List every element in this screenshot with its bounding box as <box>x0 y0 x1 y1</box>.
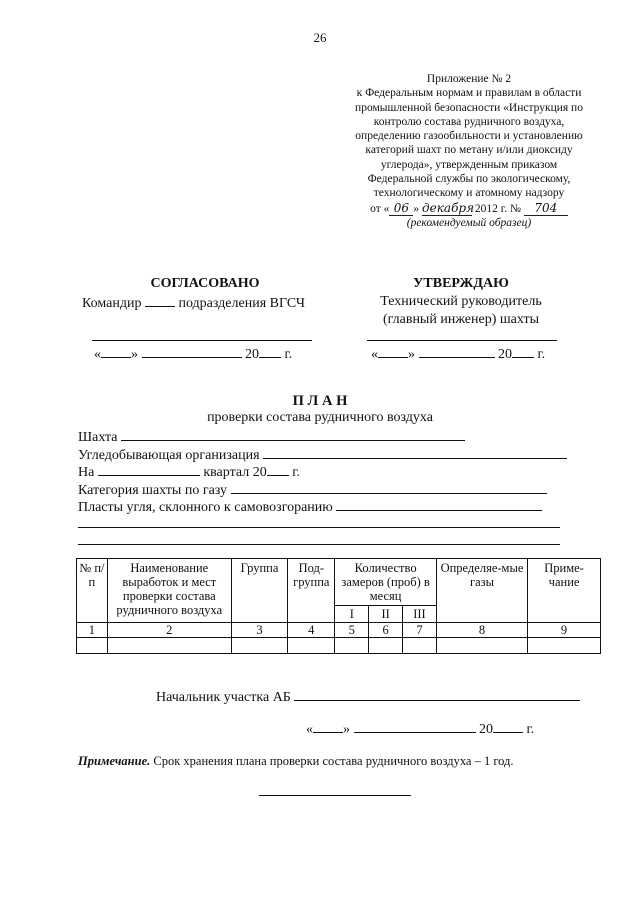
signature-line-right <box>367 340 557 341</box>
table-cell <box>288 638 335 654</box>
table-cell <box>369 638 403 654</box>
date-open-quote: « <box>306 722 313 737</box>
year-prefix: 20 <box>479 722 493 737</box>
field-category <box>78 481 547 499</box>
field-seams-line <box>336 498 542 511</box>
field-mine-line <box>121 428 465 441</box>
appendix-line: углерода», утвержденным приказом <box>380 158 558 171</box>
day-blank <box>313 720 343 733</box>
col-header-count: Количество замеров (проб) в месяц <box>335 559 436 606</box>
signature-line-left <box>92 340 312 341</box>
field-mine-label: Шахта <box>78 430 118 445</box>
year-prefix: 20 <box>498 347 512 362</box>
col-header-number: № п/п <box>77 559 108 623</box>
field-org-label: Угледобывающая организация <box>78 448 260 463</box>
table-cell: 2 <box>107 623 231 638</box>
table-cell <box>335 638 369 654</box>
plan-table <box>76 558 601 654</box>
approval-left-heading: СОГЛАСОВАНО <box>150 276 260 291</box>
appendix-line: Федеральной службы по экологическому, <box>367 173 571 186</box>
table-header-row <box>77 559 601 606</box>
chief-signature-line <box>294 688 580 701</box>
date-open-quote: « <box>371 347 378 362</box>
footnote-text: Срок хранения плана проверки состава рудничного воздуха – 1 год. <box>150 754 514 768</box>
approval-right-title2: (главный инженер) шахты <box>382 312 540 327</box>
field-seams <box>78 498 542 516</box>
chief-signature <box>156 688 580 706</box>
col-header-month-2: II <box>369 606 403 623</box>
month-blank <box>354 720 476 733</box>
table-cell: 5 <box>335 623 369 638</box>
date-close-quote: » <box>343 722 350 737</box>
field-org-line <box>263 446 567 459</box>
field-organization <box>78 446 567 464</box>
col-header-group: Группа <box>231 559 287 623</box>
year-blank <box>512 345 534 358</box>
table-cell: 6 <box>369 623 403 638</box>
year-blank <box>493 720 523 733</box>
appendix-line: категорий шахт по метану и/или диоксиду <box>365 144 573 157</box>
month-blank <box>142 345 242 358</box>
order-date-prefix: от « <box>370 202 390 215</box>
appendix-block <box>338 72 600 230</box>
field-seams-label: Пласты угля, склонного к самовозгоранию <box>78 500 333 515</box>
order-date-year: 2012 г. № <box>474 202 521 215</box>
field-quarter-line <box>98 463 200 476</box>
field-quarter-prefix: На <box>78 465 95 480</box>
order-date-quote: » <box>413 202 420 215</box>
footnote-label: Примечание. <box>78 754 151 768</box>
commander-unit: подразделения ВГСЧ <box>178 296 305 311</box>
order-date-line <box>338 201 600 216</box>
approval-right-title1: Технический руководитель <box>380 294 542 309</box>
blank-line <box>78 527 560 528</box>
field-category-line <box>231 481 547 494</box>
table-cell: 1 <box>77 623 108 638</box>
table-cell <box>107 638 231 654</box>
table-cell <box>436 638 527 654</box>
commander-label: Командир <box>82 296 142 311</box>
approval-left-date <box>94 345 292 363</box>
day-blank <box>101 345 131 358</box>
approval-right-heading: УТВЕРЖДАЮ <box>413 276 509 291</box>
field-quarter-year-line <box>267 463 289 476</box>
col-header-name: Наименование выработок и мест проверки состава рудничного воздуха <box>107 559 231 623</box>
order-date-month: декабря <box>422 200 475 215</box>
month-blank <box>419 345 495 358</box>
col-header-gases: Определяе-мые газы <box>436 559 527 623</box>
chief-label: Начальник участка АБ <box>156 690 291 705</box>
appendix-line: определению газообильности и установлению <box>355 130 583 143</box>
year-suffix: г. <box>526 722 535 737</box>
appendix-line: промышленной безопасности «Инструкция по <box>355 101 583 114</box>
table-cell <box>231 638 287 654</box>
date-close-quote: » <box>408 347 415 362</box>
day-blank <box>378 345 408 358</box>
col-header-month-1: I <box>335 606 369 623</box>
col-header-note: Приме-чание <box>528 559 601 623</box>
col-header-subgroup: Под-группа <box>288 559 335 623</box>
order-number: 704 <box>524 201 568 216</box>
year-prefix: 20 <box>245 347 259 362</box>
table-number-row <box>77 623 601 638</box>
year-blank <box>259 345 281 358</box>
table-cell: 9 <box>528 623 601 638</box>
field-quarter <box>78 463 300 481</box>
order-date-day: 06 <box>389 201 413 216</box>
field-category-label: Категория шахты по газу <box>78 483 228 498</box>
sample-note: (рекомендуемый образец) <box>406 216 532 229</box>
chief-signature-date <box>306 720 534 738</box>
table-cell: 4 <box>288 623 335 638</box>
table-cell <box>77 638 108 654</box>
appendix-line: Приложение № 2 <box>426 73 512 85</box>
commander-blank <box>145 294 175 307</box>
table-cell: 3 <box>231 623 287 638</box>
appendix-line: контролю состава рудничного воздуха, <box>373 115 565 128</box>
approval-right-date <box>371 345 545 363</box>
plan-title: П Л А Н <box>292 393 348 409</box>
table-cell: 8 <box>436 623 527 638</box>
closing-divider <box>259 795 411 796</box>
footnote <box>78 754 514 769</box>
plan-subtitle: проверки состава рудничного воздуха <box>207 410 433 425</box>
date-open-quote: « <box>94 347 101 362</box>
field-quarter-suffix: г. <box>292 465 300 480</box>
page-number: 26 <box>313 30 327 45</box>
table-row <box>77 638 601 654</box>
field-mine <box>78 428 465 446</box>
year-suffix: г. <box>284 347 293 362</box>
date-close-quote: » <box>131 347 138 362</box>
col-header-month-3: III <box>403 606 437 623</box>
blank-line <box>78 544 560 545</box>
appendix-line: технологическому и атомному надзору <box>373 187 565 200</box>
appendix-line: к Федеральным нормам и правилам в области <box>356 87 582 100</box>
table-cell <box>403 638 437 654</box>
approval-left-commander <box>82 294 305 312</box>
table-cell <box>528 638 601 654</box>
field-quarter-label: квартал 20 <box>203 465 267 480</box>
year-suffix: г. <box>537 347 546 362</box>
table-cell: 7 <box>403 623 437 638</box>
